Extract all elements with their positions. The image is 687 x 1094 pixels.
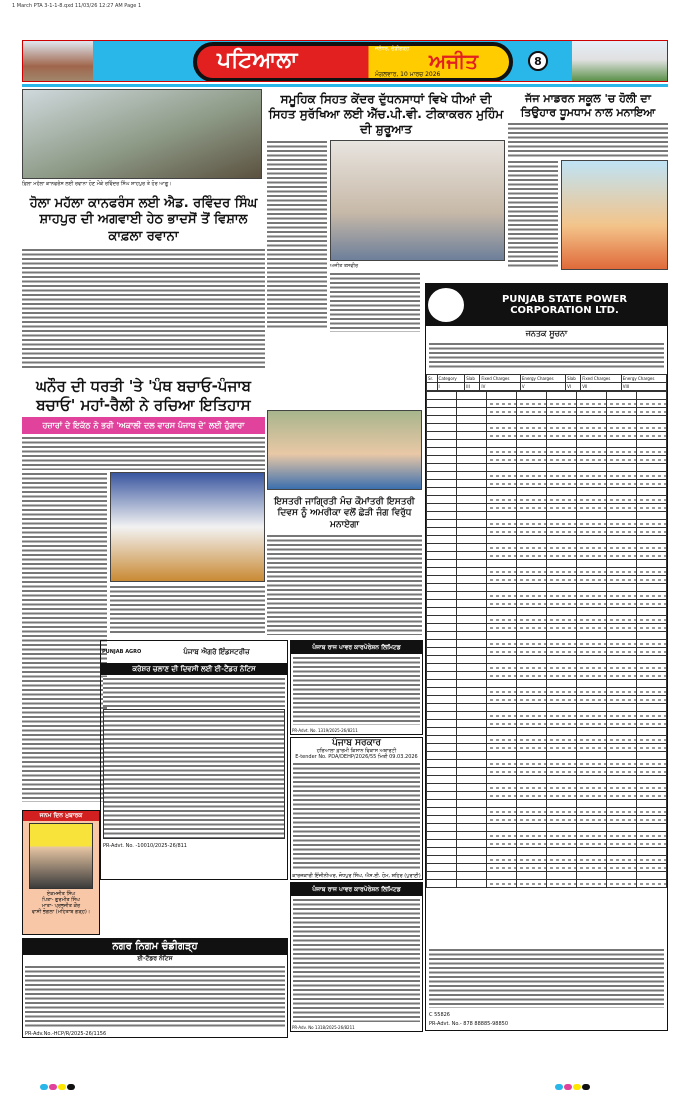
article-body [330,272,420,332]
child-photo [29,823,93,889]
birthday-address: ਵਾਸੀ ਭੋਗਲਾ (ਮਹਿਤਾਬ ਗੜ੍ਹ)। [31,909,91,915]
sarkar-sub: ਹਰਿਆਲਾ ਫ਼ਾਰਮੀ ਕਿਸਾਨ ਵਿਕਾਸ ਅਥਾਰਟੀ [316,748,397,754]
birthday-name: ਏਕਮਜੀਤ ਸਿੰਘ [46,891,76,897]
article-body [110,585,265,635]
holi-photo [561,160,668,270]
headline-hpv-vaccination: ਸਮੂਹਿਕ ਸਿਹਤ ਕੇਂਦਰ ਦੁੱਧਨਸਾਧਾਂ ਵਿਖੇ ਧੀਆਂ ਦੀ ਸਿਹਤ ਸੁਰੱਖਿਆ ਲਈ ਐੱਚ.ਪੀ.ਵੀ. ਟੀਕਾਕਰਨ ਮੁਹਿੰਮ ਦੀ ਸ਼ੁਰੂਆਤ [268,92,504,136]
masthead-photo-left [23,41,93,82]
color-registration-marks [555,1075,591,1081]
headline-ghanaur-rally: ਘਨੌਰ ਦੀ ਧਰਤੀ 'ਤੇ 'ਪੰਥ ਬਚਾਓ-ਪੰਜਾਬ ਬਚਾਓ' ਮਹਾਂ-ਰੈਲੀ ਨੇ ਰਚਿਆ ਇਤਿਹਾਸ [35,377,252,414]
pspcl-public-notice [425,283,668,1031]
article-body [22,248,265,370]
pr-advt-number: PR-Advt. No.- 878 88885-98850 [429,1021,509,1027]
birthday-father: ਪਿਤਾ- ਗੁਰਮੀਤ ਸਿੰਘ [42,897,80,903]
tariff-table: Sr. Category Slab Fixed Charges Energy Charges Slab Fixed Charges Energy Charges I III IV V VI VII VIII [426,374,667,391]
article-body [508,160,558,268]
print-slug: 1 March PTA 3-1-1-8.qxd 11/03/26 12:27 AM Page 1 [12,3,142,9]
pspcl-name: PUNJAB STATE POWER CORPORATION LTD. [501,294,628,316]
ghanaur-story [22,377,265,470]
issue-date: ਮੰਗਲਵਾਰ, 10 ਮਾਰਚ 2026 [375,71,441,78]
pspcl-small2-title: ਪੰਜਾਬ ਰਾਜ ਪਾਵਰ ਕਾਰਪੋਰੇਸ਼ਨ ਲਿਮਿਟਡ [291,883,422,896]
birthday-box [22,810,100,935]
pspcl-small-title: ਪੰਜਾਬ ਰਾਜ ਪਾਵਰ ਕਾਰਪੋਰੇਸ਼ਨ ਲਿਮਿਟਡ [291,641,422,654]
pr-advt-number: PR-Advt. No. -10010/2025-26/811 [103,843,187,849]
pspcl-tender-notice-2 [290,882,423,1032]
masthead [22,40,668,82]
punjab-agro-tender [100,640,288,880]
notice-title: ਜਨਤਕ ਸੂਚਨਾ [525,329,568,338]
article-body [267,140,327,330]
pspcl-tender-notice [290,640,423,735]
agro-title: ਪੰਜਾਬ ਐਗਰੋ ਇੰਡਸਟਰੀਜ਼ [183,647,250,656]
sarkar-title: ਪੰਜਾਬ ਸਰਕਾਰ [332,738,381,748]
page-number: 8 [528,51,548,71]
punjab-sarkar-notice [290,737,423,880]
tender-banner: ਕਰੇਸ਼ਰ ਚਲਾਣ ਦੀ ਦਿਵਸੀ ਲਈ ਈ-ਟੈਂਡਰ ਨੋਟਿਸ [101,663,287,675]
pr-advt-number: PR-Adv. No 1318/2025-26/8211 [292,1025,355,1030]
ad-code: C 55826 [429,1012,450,1018]
article-body [22,472,107,802]
group-photo [22,89,262,179]
headline-holi: ਜੱਜ ਮਾਡਰਨ ਸਕੂਲ 'ਚ ਹੋਲੀ ਦਾ ਤਿਉਹਾਰ ਧੂਮਧਾਮ ਨਾਲ ਮਨਾਇਆ [520,92,656,119]
masthead-pill [193,42,513,82]
color-registration-marks [40,1075,76,1081]
birthday-mother: ਮਾਤਾ- ਪ੍ਰਭਜੀਤ ਕੌਰ [41,903,81,909]
pspcl-logo-icon [428,288,464,322]
divider [22,84,668,87]
headline-women-day: ਇਸਤਰੀ ਜਾਗ੍ਰਿਤੀ ਮੰਚ ਕੌਮਾਂਤਰੀ ਇਸਤਰੀ ਦਿਵਸ ਨੂੰ ਅਮਰੀਕਾ ਵਲੋਂ ਛੇੜੀ ਜੰਗ ਵਿਰੁੱਧ ਮਨਾਏਗਾ [274,497,415,530]
holla-story [22,196,265,370]
brand-logo: ਅਜੀਤ [429,49,479,73]
tender-number: E-tender No. PDA/DEHP/2026/55 ਮਿਤੀ 09.03.2026 [295,754,418,760]
article-body [267,534,422,635]
subheadline-banner: ਹਜ਼ਾਰਾਂ ਦੇ ਇਕੱਠ ਨੇ ਭਰੀ 'ਅਕਾਲੀ ਦਲ ਵਾਰਸ ਪੰਜਾਬ ਦੇ' ਲਈ ਹੁੰਗਾਰਾ [22,417,265,434]
nagar-title: ਨਗਰ ਨਿਗਮ ਚੰਡੀਗੜ੍ਹ [23,939,287,955]
byline: ਅਜੀਤ ਤਸਵੀਰ [330,263,359,269]
nagar-nigam-tender [22,938,288,1038]
punjab-agro-logo: PUNJAB AGRO [102,649,142,655]
women-photo [267,410,422,490]
pr-advt-number: PR-Adv.No.-HCP/R/2025-26/1156 [25,1031,107,1037]
women-story [267,497,422,635]
pr-advt-number: PR-Advt. No. 1319/2025-26/8211 [292,728,358,733]
tariff-table-rows [426,391,667,888]
nagar-sub: ਈ-ਟੈਂਡਰ ਨੋਟਿਸ [137,955,173,962]
city-name: ਪਟਿਆਲਾ [217,48,298,73]
holi-story [508,92,668,158]
signatory: ਕਾਰਜਕਾਰੀ ਇੰਜੀਨੀਅਰ, ਜੋਧਪੁਰ ਸਿੰਘ, ਐਸ.ਈ. ਹੋਮ, ਸ਼ਹਿਰ (ਪੁਰਾਣੀ) [292,873,421,879]
vaccination-photo [330,140,505,261]
rally-photo [110,472,265,582]
birthday-title: ਜਨਮ ਦਿਨ ਮੁਬਾਰਕ [23,811,99,821]
tagline: ਜਲੰਧਰ, ਚੰਡੀਗੜ੍ਹ [375,46,410,52]
masthead-photo-right [572,41,667,82]
article-body [22,436,265,471]
photo-caption: ਫ਼ਿਲਾ ਮਹੱਲਾ ਕਾਨਫਰੰਸ ਲਈ ਰਵਾਨਾ ਹੋਣ ਮੌਕੇ ਰਵਿੰਦਰ ਸਿੰਘ ਸ਼ਾਹਪੁਰ ਤੇ ਹੋਰ ਆਗੂ। [22,181,172,187]
headline-holla-mohalla: ਹੋਲਾ ਮਹੱਲਾ ਕਾਨਫਰੰਸ ਲਈ ਐਡ. ਰਵਿੰਦਰ ਸਿੰਘ ਸ਼ਾਹਪੁਰ ਦੀ ਅਗਵਾਈ ਹੇਠ ਭਾਦਸੋਂ ਤੋਂ ਵਿਸ਼ਾਲ ਕਾਫ਼ਲਾ ਰਵਾਨਾ [29,196,258,244]
article-body [508,122,668,159]
